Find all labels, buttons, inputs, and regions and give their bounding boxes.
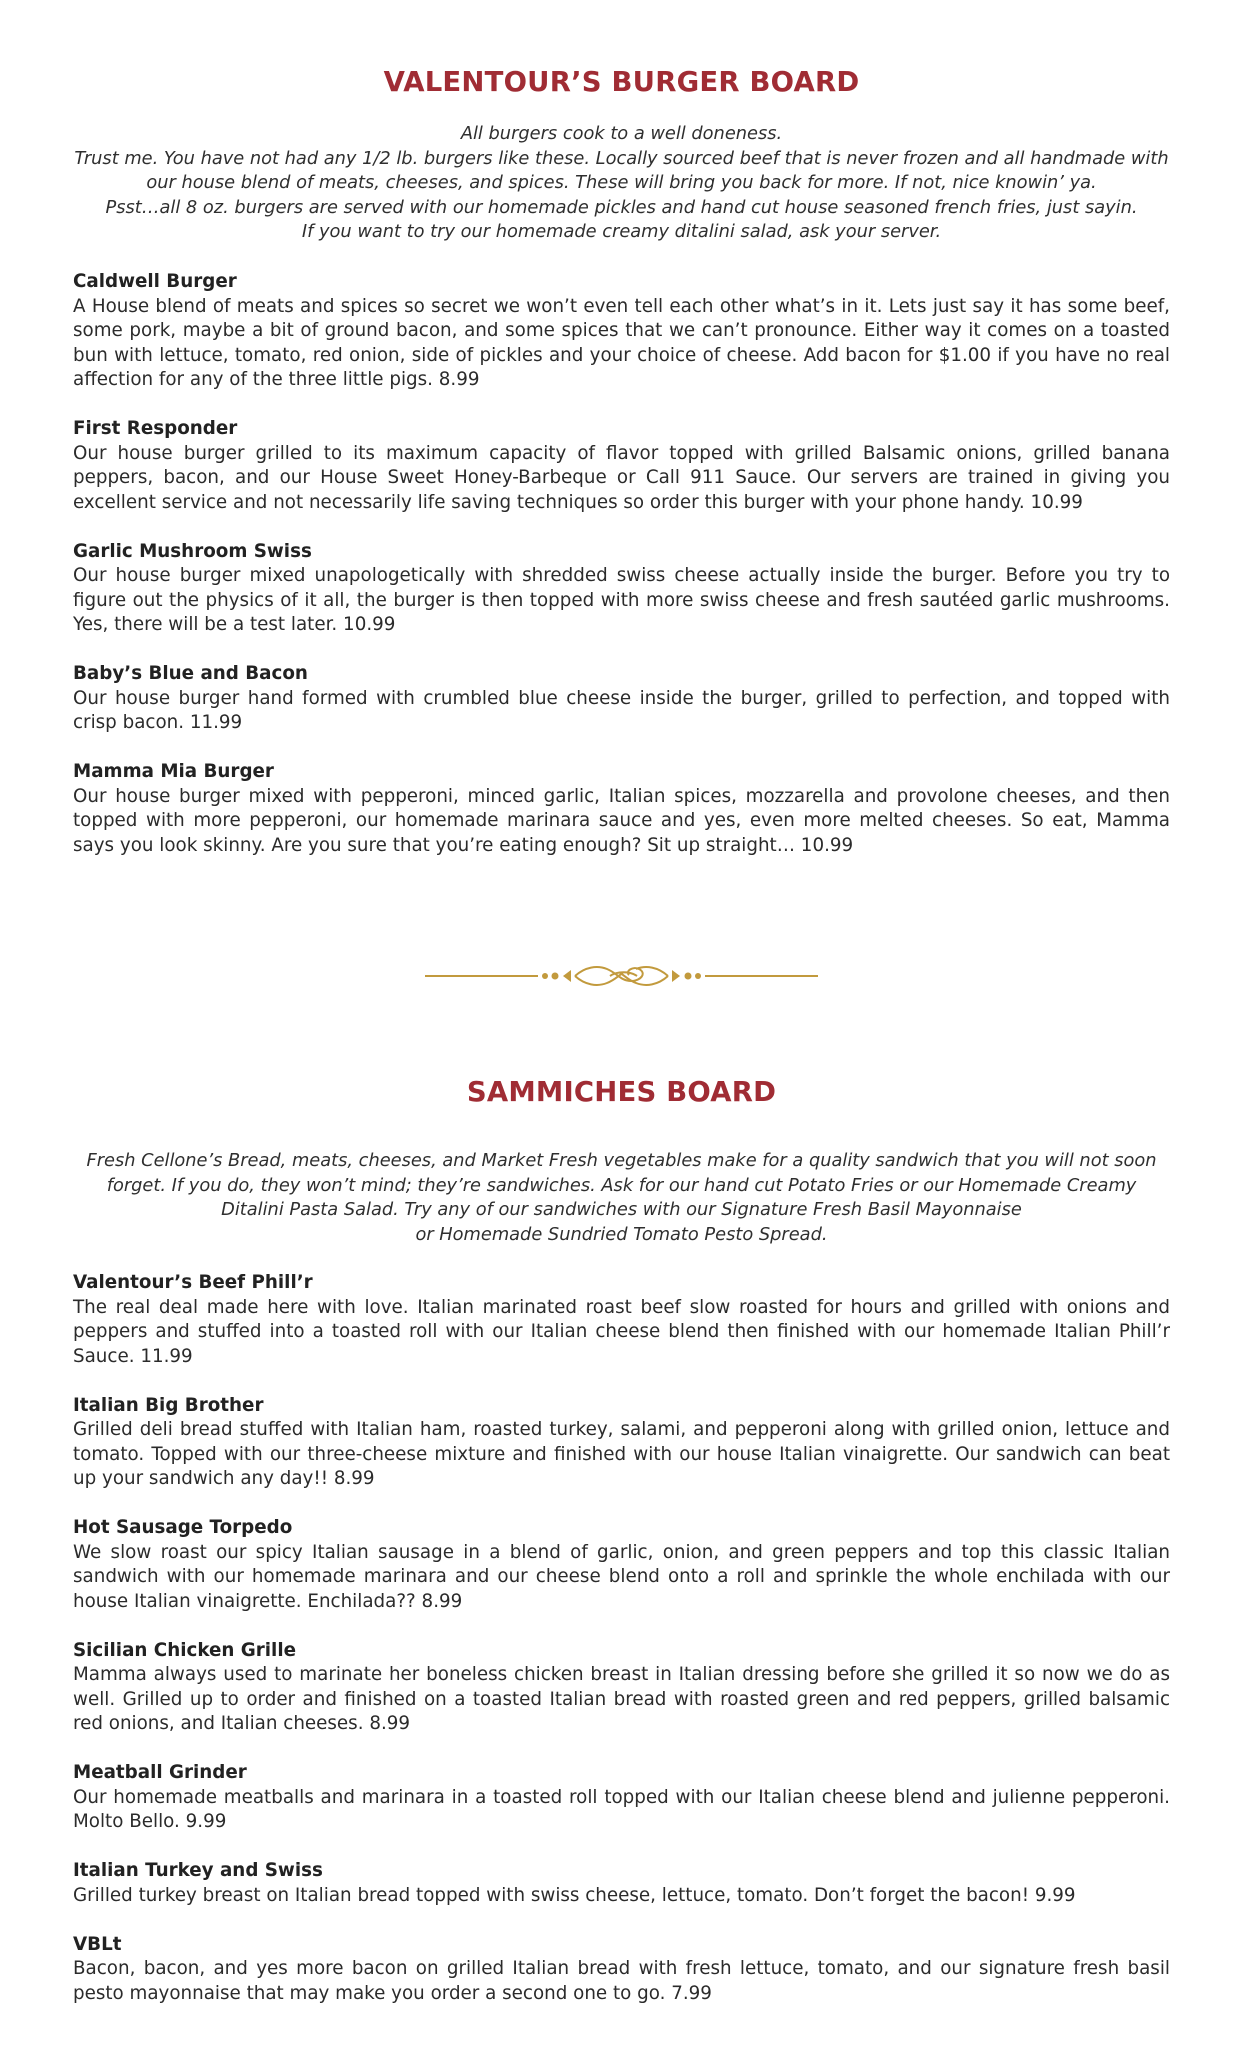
menu-item [73,1516,1170,1614]
menu-item-name: Sicilian Chicken Grille [73,1639,296,1661]
burger-board-title: VALENTOUR’S BURGER BOARD [383,66,860,98]
menu-item [73,760,1170,858]
ornamental-flourish-icon [425,959,818,993]
sammiches-intro-line: or Homemade Sundried Tomato Pesto Spread. [415,1223,828,1245]
menu-item-name: Meatball Grinder [73,1762,247,1783]
sammiches-board-intro [73,1149,1170,1247]
menu-item-name: Mamma Mia Burger [73,761,274,782]
menu-item-name: Caldwell Burger [73,271,237,292]
menu-item-description: Grilled turkey breast on Italian bread topped with swiss cheese, lettuce, tomato. Don’t forget the bacon! 9.99 [73,1884,1076,1906]
menu-item-name: VBLt [73,1933,122,1955]
menu-item-description: Our house burger mixed unapologetically with shredded swiss cheese actually inside the burger. Before you try to figure out the physics of it all, the burger is then topped with more swiss cheese and fresh sautéed garlic mushrooms. Yes, there will be a test later. 10.99 [73,565,1170,635]
menu-item-name: Hot Sausage Torpedo [73,1517,293,1538]
burger-intro-line: If you want to try our homemade creamy ditalini salad, ask your server. [301,221,942,242]
sammiches-board-title: SAMMICHES BOARD [466,1076,777,1108]
menu-item-name: Italian Big Brother [73,1394,264,1416]
burger-item-list [73,270,1170,883]
menu-item-description: The real deal made here with love. Italian marinated roast beef slow roasted for hours and grilled with onions and peppers and stuffed into a toasted roll with our Italian cheese blend then finished with our homemade Italian Phill’r Sauce. 11.99 [73,1296,1170,1367]
menu-item-description: Our house burger mixed with pepperoni, minced garlic, Italian spices, mozzarella and provolone cheeses, and then topped with more pepperoni, our homemade marinara sauce and yes, even more melted cheeses. So eat, Mamma says you look skinny. Are you sure that you’re eating enough? Sit up straight… 10.99 [73,785,1170,856]
menu-item-description: Grilled deli bread stuffed with Italian ham, roasted turkey, salami, and pepperoni along with grilled onion, lettuce and tomato. Topped with our three-cheese mixture and finished with our house Italian vinaigrette. Our sandwich can beat up your sandwich any day!! 8.99 [73,1419,1170,1489]
menu-item [73,1271,1170,1369]
menu-item [73,1859,1170,1908]
menu-item [73,540,1170,638]
menu-item-name: Italian Turkey and Swiss [73,1860,323,1881]
menu-item [73,417,1170,515]
menu-item-name: Garlic Mushroom Swiss [73,540,312,562]
sammiches-item-list [73,1271,1170,2031]
menu-item [73,1394,1170,1492]
menu-item [73,1761,1170,1835]
burger-intro-line: All burgers cook to a well doneness. [460,123,783,144]
menu-item [73,270,1170,393]
burger-intro-line: Trust me. You have not had any 1/2 lb. burgers like these. Locally sourced beef that is never frozen and all handmade with our house blend of meats, cheeses, and spices. These will bring you back for more. If not, nice knowin’ ya. [74,147,1169,193]
menu-item-description: Our house burger hand formed with crumbled blue cheese inside the burger, grilled to perfection, and topped with crisp bacon. 11.99 [73,687,1170,733]
menu-item-name: First Responder [73,418,238,439]
menu-item-description: A House blend of meats and spices so secret we won’t even tell each other what’s in it. Lets just say it has some beef, some pork, maybe a bit of ground bacon, and some spices that we can’t pronounce. Either way it comes on a toasted bun with lettuce, tomato, red onion, side of pickles and your choice of cheese. Add bacon for $1.00 if you have no real affection for any of the three little pigs. 8.99 [73,295,1170,390]
sammiches-intro-line: Fresh Cellone’s Bread, meats, cheeses, and Market Fresh vegetables make for a quality sandwich that you will not soon forget. If you do, they won’t mind; they’re sandwiches. Ask for our hand cut Potato Fries or our Homemade Creamy Ditalini Pasta Salad. Try any of our sandwiches with our Signature Fresh Basil Mayonnaise [86,1150,1157,1220]
burger-board-intro [73,122,1170,245]
menu-item-description: Mamma always used to marinate her boneless chicken breast in Italian dressing before she grilled it so now we do as well. Grilled up to order and finished on a toasted Italian bread with roasted green and red peppers, grilled balsamic red onions, and Italian cheeses. 8.99 [73,1664,1170,1734]
burger-intro-line: Psst…all 8 oz. burgers are served with our homemade pickles and hand cut house seasoned french fries, just sayin. [105,196,1138,218]
menu-item-name: Baby’s Blue and Bacon [73,663,308,684]
menu-item-description: We slow roast our spicy Italian sausage in a blend of garlic, onion, and green peppers and top this classic Italian sandwich with our homemade marinara and our cheese blend onto a roll and sprinkle the whole enchilada with our house Italian vinaigrette. Enchilada?? 8.99 [73,1541,1170,1612]
menu-item-description: Our homemade meatballs and marinara in a toasted roll topped with our Italian cheese blend and julienne pepperoni. Molto Bello. 9.99 [73,1786,1170,1832]
menu-item-description: Bacon, bacon, and yes more bacon on grilled Italian bread with fresh lettuce, tomato, and our signature fresh basil pesto mayonnaise that may make you order a second one to go. 7.99 [73,1958,1170,2004]
menu-item-name: Valentour’s Beef Phill’r [73,1272,313,1293]
menu-item-description: Our house burger grilled to its maximum capacity of flavor topped with grilled Balsamic onions, grilled banana peppers, bacon, and our House Sweet Honey-Barbeque or Call 911 Sauce. Our servers are trained in giving you excellent service and not necessarily life saving techniques so order this burger with your phone handy. 10.99 [73,442,1170,513]
menu-item [73,662,1170,736]
menu-item [73,1639,1170,1737]
menu-item [73,1933,1170,2007]
